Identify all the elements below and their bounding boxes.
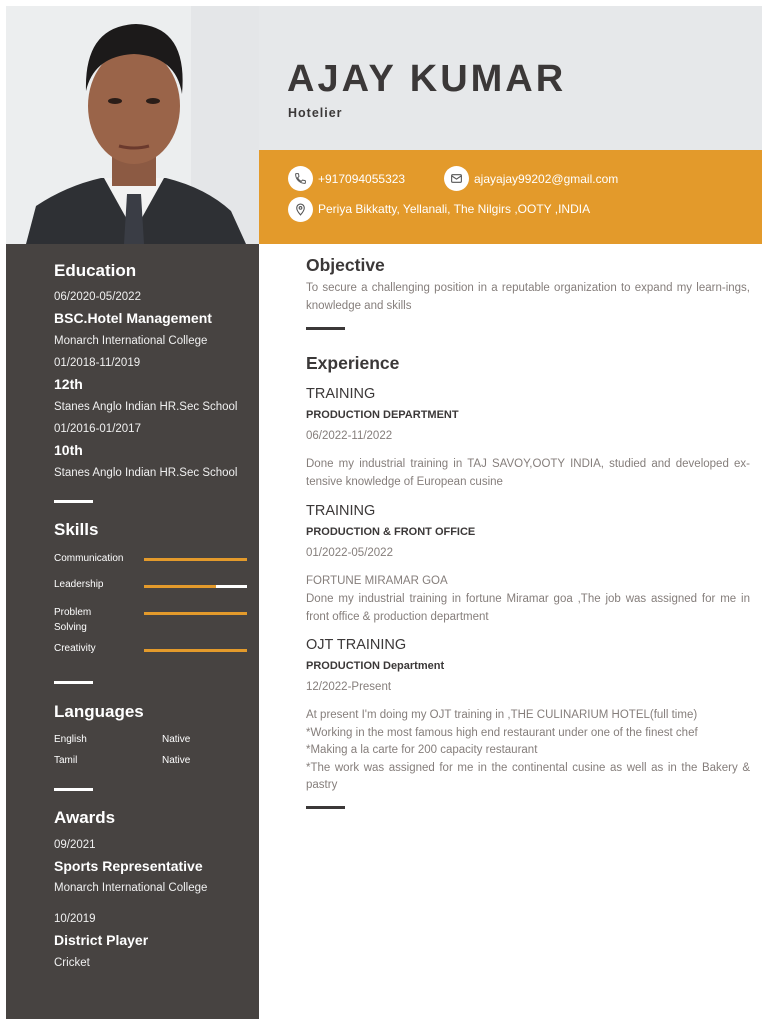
sidebar (6, 244, 259, 1019)
languages-heading: Languages (54, 702, 144, 721)
language-name: English (54, 734, 87, 745)
job-title: TRAINING (306, 386, 376, 402)
job-department: PRODUCTION Department (306, 660, 445, 672)
job-date: 12/2022-Present (306, 681, 392, 693)
award-date: 09/2021 (54, 839, 96, 851)
education-school: Stanes Anglo Indian HR.Sec School (54, 467, 238, 479)
language-level: Native (162, 755, 191, 766)
job-title: TRAINING (306, 503, 376, 519)
award-title: Sports Representative (54, 858, 203, 874)
address: Periya Bikkatty, Yellanali, The Nilgirs ,OOTY ,INDIA (318, 202, 591, 216)
skill-bar-fill (144, 558, 247, 561)
section-divider (54, 681, 93, 684)
skill-bar-fill (144, 585, 216, 588)
job-date: 01/2022-05/2022 (306, 547, 393, 559)
skill-bar (144, 612, 247, 615)
resume-page (6, 6, 762, 1019)
section-divider (306, 806, 345, 809)
education-heading: Education (54, 261, 137, 280)
job-company: FORTUNE MIRAMAR GOA (306, 575, 448, 587)
award-org: Cricket (54, 957, 90, 969)
location-icon (288, 197, 313, 222)
job-description-line: *Making a la carte for 200 capacity restaurant (306, 744, 538, 756)
phone-number[interactable]: +917094055323 (318, 172, 406, 186)
awards-heading: Awards (54, 808, 116, 827)
job-description-line: At present I'm doing my OJT training in ,THE CULINARIUM HOTEL(full time) (306, 709, 698, 721)
education-date: 01/2018-11/2019 (54, 357, 141, 369)
skill-bar (144, 585, 247, 588)
language-level: Native (162, 734, 191, 745)
objective-heading: Objective (306, 255, 385, 275)
objective-text: To secure a challenging position in a reputable organization to expand my learn-ings, knowledge and skills (306, 282, 750, 312)
skill-label: Leadership (54, 579, 104, 590)
experience-heading: Experience (306, 353, 400, 373)
award-date: 10/2019 (54, 913, 96, 925)
education-school: Monarch International College (54, 335, 208, 347)
job-description: Done my industrial training in fortune Miramar goa ,The job was assigned for me in front office & production department (306, 593, 750, 623)
skill-bar (144, 649, 247, 652)
education-degree: 12th (54, 376, 83, 392)
job-department: PRODUCTION DEPARTMENT (306, 409, 459, 421)
mail-icon (444, 166, 469, 191)
email-address[interactable]: ajayajay99202@gmail.com (474, 172, 619, 186)
job-description-line: *Working in the most famous high end restaurant under one of the finest chef (306, 726, 698, 739)
section-divider (306, 327, 345, 330)
profile-photo (6, 6, 259, 244)
skill-bar (144, 558, 247, 561)
job-description (306, 707, 750, 795)
job-description-line: *The work was assigned for me in the continental cusine as well as in the Bakery & pastry (306, 761, 750, 791)
skill-label: Creativity (54, 643, 96, 654)
education-date: 01/2016-01/2017 (54, 423, 141, 435)
education-degree: 10th (54, 442, 83, 458)
job-date: 06/2022-11/2022 (306, 430, 393, 442)
name-header (259, 6, 762, 150)
skills-heading: Skills (54, 520, 99, 539)
skill-label: Communication (54, 553, 124, 564)
phone-icon (288, 166, 313, 191)
language-name: Tamil (54, 755, 78, 766)
skill-label: Problem Solving (54, 607, 92, 633)
award-org: Monarch International College (54, 882, 208, 894)
contact-bar (259, 150, 762, 244)
education-degree: BSC.Hotel Management (54, 310, 212, 326)
skill-bar-fill (144, 612, 247, 615)
education-school: Stanes Anglo Indian HR.Sec School (54, 401, 238, 413)
award-title: District Player (54, 932, 149, 948)
section-divider (54, 500, 93, 503)
job-description: Done my industrial training in TAJ SAVOY,OOTY INDIA, studied and developed ex-tensive knowledge of European cusine (306, 458, 750, 488)
job-role: Hotelier (288, 106, 343, 120)
job-title: OJT TRAINING (306, 637, 407, 653)
full-name: AJAY KUMAR (287, 58, 567, 100)
job-department: PRODUCTION & FRONT OFFICE (306, 526, 476, 538)
education-date: 06/2020-05/2022 (54, 291, 141, 303)
skill-bar-fill (144, 649, 247, 652)
section-divider (54, 788, 93, 791)
